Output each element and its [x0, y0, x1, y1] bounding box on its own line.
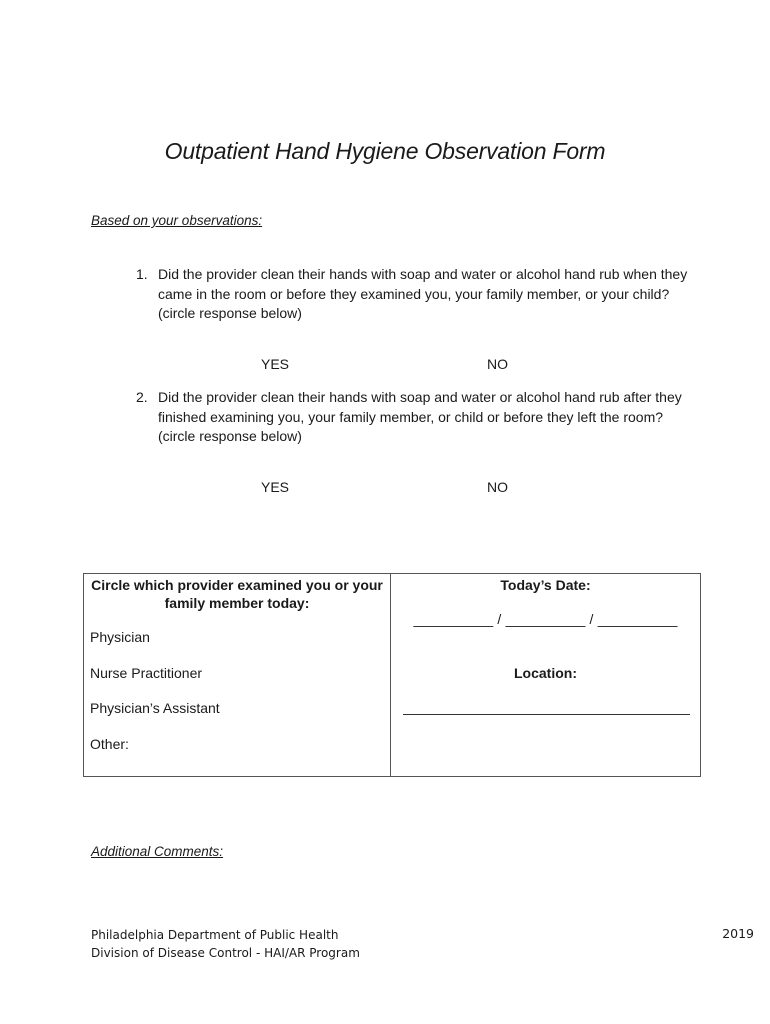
question-2-yes-option[interactable]: YES: [261, 479, 290, 495]
question-text: Did the provider clean their hands with soap and water or alcohol hand rub after they finished examining you, your family member, or child or before they left the room? (circle response below): [158, 389, 682, 444]
question-1-yes-option[interactable]: YES: [261, 356, 290, 372]
date-field[interactable]: __________ / __________ / __________: [413, 611, 678, 627]
provider-date-table: [83, 573, 701, 777]
footer-line-1: Philadelphia Department of Public Health: [91, 928, 339, 942]
question-2-no-option[interactable]: NO: [487, 479, 508, 495]
provider-option-physician[interactable]: Physician: [90, 629, 150, 645]
location-label: Location:: [514, 665, 577, 681]
date-label: Today’s Date:: [500, 577, 591, 593]
additional-comments-label: Additional Comments:: [91, 844, 224, 859]
provider-option-physicians-assistant[interactable]: Physician’s Assistant: [90, 700, 220, 716]
question-text: Did the provider clean their hands with soap and water or alcohol hand rub when they came in the room or before they examined you, your family member, or your child? (circle response below): [158, 266, 688, 321]
date-location-cell: [391, 574, 700, 776]
provider-heading: Circle which provider examined you or your family member today:: [91, 577, 383, 611]
location-field[interactable]: [403, 714, 690, 715]
footer-year: 2019: [722, 926, 754, 941]
question-1-no-option[interactable]: NO: [487, 356, 508, 372]
provider-option-other[interactable]: Other:: [90, 736, 129, 752]
provider-cell: [84, 574, 390, 776]
question-1: [136, 265, 696, 325]
question-2: [136, 388, 696, 448]
question-number: 2.: [136, 389, 148, 405]
page-title: Outpatient Hand Hygiene Observation Form: [164, 138, 606, 164]
provider-option-nurse-practitioner[interactable]: Nurse Practitioner: [90, 665, 203, 681]
footer-organization: [91, 926, 360, 962]
intro-label: Based on your observations:: [91, 213, 263, 228]
question-number: 1.: [136, 266, 148, 282]
footer-line-2: Division of Disease Control - HAI/AR Program: [91, 946, 360, 960]
